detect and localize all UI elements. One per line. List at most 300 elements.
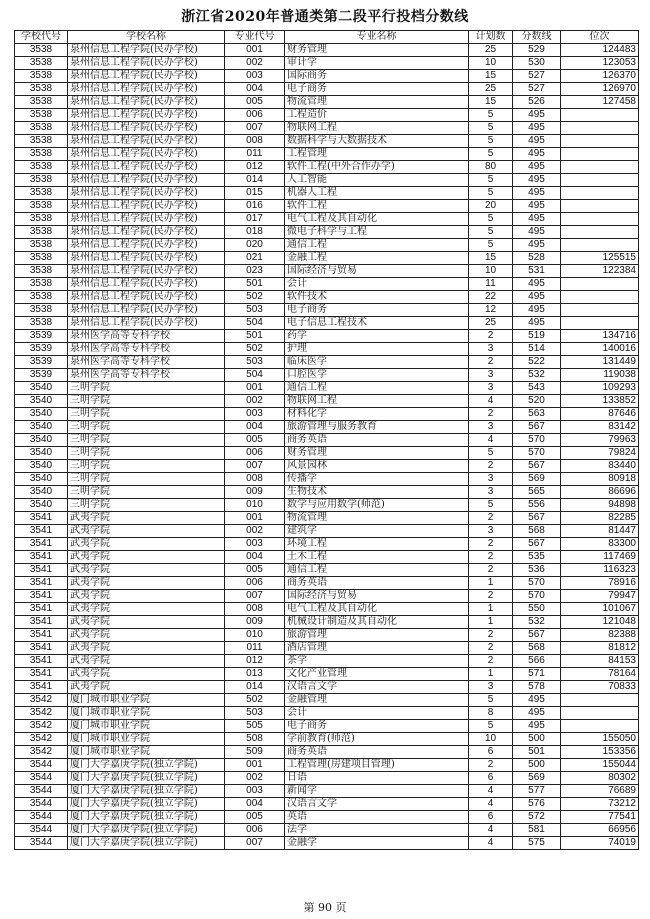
major-code-cell: 002 xyxy=(225,395,285,408)
plan-count-cell: 4 xyxy=(469,785,513,798)
plan-count-cell: 3 xyxy=(469,421,513,434)
table-row xyxy=(15,278,639,291)
rank-cell: 66956 xyxy=(561,824,639,837)
plan-count-cell: 2 xyxy=(469,590,513,603)
major-name-cell: 财务管理 xyxy=(285,447,469,460)
plan-count-cell: 2 xyxy=(469,564,513,577)
major-code-cell: 010 xyxy=(225,629,285,642)
school-name-cell: 厦门大学嘉庚学院(独立学院) xyxy=(68,811,225,824)
major-name-cell: 微电子科学与工程 xyxy=(285,226,469,239)
school-name-cell: 三明学院 xyxy=(68,382,225,395)
cutoff-score-cell: 495 xyxy=(513,213,561,226)
cutoff-score-cell: 572 xyxy=(513,811,561,824)
plan-count-cell: 4 xyxy=(469,798,513,811)
cutoff-score-cell: 495 xyxy=(513,148,561,161)
major-code-cell: 017 xyxy=(225,213,285,226)
school-name-cell: 厦门大学嘉庚学院(独立学院) xyxy=(68,772,225,785)
school-code-cell: 3540 xyxy=(15,460,68,473)
major-code-cell: 003 xyxy=(225,70,285,83)
rank-cell: 81447 xyxy=(561,525,639,538)
cutoff-score-cell: 532 xyxy=(513,369,561,382)
cutoff-score-cell: 570 xyxy=(513,577,561,590)
school-code-cell: 3538 xyxy=(15,44,68,57)
major-code-cell: 006 xyxy=(225,447,285,460)
plan-count-cell: 4 xyxy=(469,434,513,447)
cutoff-score-cell: 522 xyxy=(513,356,561,369)
major-name-cell: 金融管理 xyxy=(285,694,469,707)
rank-cell xyxy=(561,122,639,135)
table-row xyxy=(15,239,639,252)
school-code-cell: 3540 xyxy=(15,486,68,499)
plan-count-cell: 2 xyxy=(469,460,513,473)
plan-count-cell: 8 xyxy=(469,707,513,720)
school-name-cell: 厦门城市职业学院 xyxy=(68,707,225,720)
table-row xyxy=(15,473,639,486)
plan-count-cell: 20 xyxy=(469,200,513,213)
cutoff-score-cell: 514 xyxy=(513,343,561,356)
rank-cell: 70833 xyxy=(561,681,639,694)
cutoff-score-cell: 495 xyxy=(513,174,561,187)
rank-cell xyxy=(561,720,639,733)
major-code-cell: 021 xyxy=(225,252,285,265)
major-code-cell: 005 xyxy=(225,96,285,109)
table-row xyxy=(15,70,639,83)
cutoff-score-cell: 569 xyxy=(513,473,561,486)
school-name-cell: 三明学院 xyxy=(68,395,225,408)
major-code-cell: 504 xyxy=(225,369,285,382)
major-code-cell: 003 xyxy=(225,785,285,798)
table-row xyxy=(15,603,639,616)
rank-cell: 74019 xyxy=(561,837,639,850)
major-code-cell: 003 xyxy=(225,538,285,551)
major-code-cell: 008 xyxy=(225,603,285,616)
major-name-cell: 会计 xyxy=(285,278,469,291)
cutoff-score-cell: 531 xyxy=(513,265,561,278)
school-name-cell: 三明学院 xyxy=(68,486,225,499)
cutoff-score-cell: 567 xyxy=(513,538,561,551)
cutoff-score-cell: 495 xyxy=(513,694,561,707)
plan-count-cell: 4 xyxy=(469,837,513,850)
cutoff-score-cell: 550 xyxy=(513,603,561,616)
major-code-cell: 010 xyxy=(225,499,285,512)
major-code-cell: 006 xyxy=(225,109,285,122)
school-name-cell: 武夷学院 xyxy=(68,629,225,642)
major-name-cell: 英语 xyxy=(285,811,469,824)
rank-cell: 86696 xyxy=(561,486,639,499)
cutoff-score-cell: 543 xyxy=(513,382,561,395)
major-code-cell: 005 xyxy=(225,564,285,577)
school-code-cell: 3540 xyxy=(15,434,68,447)
school-code-cell: 3538 xyxy=(15,278,68,291)
cutoff-score-cell: 501 xyxy=(513,746,561,759)
table-row xyxy=(15,486,639,499)
school-code-cell: 3542 xyxy=(15,720,68,733)
plan-count-cell: 1 xyxy=(469,616,513,629)
major-name-cell: 学前教育(师范) xyxy=(285,733,469,746)
school-code-cell: 3539 xyxy=(15,330,68,343)
rank-cell: 127458 xyxy=(561,96,639,109)
rank-cell: 80918 xyxy=(561,473,639,486)
page-number: 第 90 页 xyxy=(303,901,347,914)
school-code-cell: 3538 xyxy=(15,109,68,122)
plan-count-cell: 5 xyxy=(469,226,513,239)
school-name-cell: 泉州信息工程学院(民办学校) xyxy=(68,213,225,226)
cutoff-score-cell: 500 xyxy=(513,759,561,772)
cutoff-score-cell: 565 xyxy=(513,486,561,499)
table-row xyxy=(15,824,639,837)
school-code-cell: 3540 xyxy=(15,447,68,460)
plan-count-cell: 2 xyxy=(469,655,513,668)
school-code-cell: 3538 xyxy=(15,161,68,174)
major-name-cell: 物联网工程 xyxy=(285,395,469,408)
school-name-cell: 武夷学院 xyxy=(68,681,225,694)
cutoff-score-cell: 570 xyxy=(513,447,561,460)
plan-count-cell: 25 xyxy=(469,83,513,96)
major-code-cell: 504 xyxy=(225,317,285,330)
school-code-cell: 3538 xyxy=(15,213,68,226)
cutoff-score-cell: 495 xyxy=(513,200,561,213)
major-code-cell: 007 xyxy=(225,460,285,473)
major-name-cell: 风景园林 xyxy=(285,460,469,473)
cutoff-score-cell: 529 xyxy=(513,44,561,57)
major-name-cell: 数据科学与大数据技术 xyxy=(285,135,469,148)
table-row xyxy=(15,746,639,759)
school-code-cell: 3540 xyxy=(15,395,68,408)
plan-count-cell: 2 xyxy=(469,551,513,564)
major-name-cell: 物流管理 xyxy=(285,512,469,525)
rank-cell: 121048 xyxy=(561,616,639,629)
plan-count-cell: 15 xyxy=(469,70,513,83)
school-code-cell: 3538 xyxy=(15,135,68,148)
plan-count-cell: 15 xyxy=(469,96,513,109)
rank-cell: 79947 xyxy=(561,590,639,603)
major-code-cell: 502 xyxy=(225,694,285,707)
school-code-cell: 3542 xyxy=(15,733,68,746)
major-code-cell: 508 xyxy=(225,733,285,746)
major-code-cell: 008 xyxy=(225,473,285,486)
rank-cell: 131449 xyxy=(561,356,639,369)
school-name-cell: 武夷学院 xyxy=(68,577,225,590)
table-row xyxy=(15,44,639,57)
major-code-cell: 014 xyxy=(225,174,285,187)
cutoff-score-cell: 495 xyxy=(513,135,561,148)
major-name-cell: 软件技术 xyxy=(285,291,469,304)
school-name-cell: 三明学院 xyxy=(68,499,225,512)
table-row xyxy=(15,187,639,200)
table-row xyxy=(15,421,639,434)
cutoff-score-cell: 526 xyxy=(513,96,561,109)
table-row xyxy=(15,447,639,460)
major-name-cell: 商务英语 xyxy=(285,434,469,447)
table-row xyxy=(15,629,639,642)
table-row xyxy=(15,96,639,109)
cutoff-score-cell: 530 xyxy=(513,57,561,70)
school-code-cell: 3538 xyxy=(15,57,68,70)
rank-cell: 125515 xyxy=(561,252,639,265)
school-code-cell: 3541 xyxy=(15,551,68,564)
table-row xyxy=(15,668,639,681)
major-name-cell: 材料化学 xyxy=(285,408,469,421)
major-code-cell: 023 xyxy=(225,265,285,278)
major-code-cell: 001 xyxy=(225,512,285,525)
table-row xyxy=(15,811,639,824)
major-name-cell: 茶学 xyxy=(285,655,469,668)
plan-count-cell: 2 xyxy=(469,538,513,551)
major-name-cell: 工程管理(房建项目管理) xyxy=(285,759,469,772)
rank-cell xyxy=(561,148,639,161)
major-code-cell: 501 xyxy=(225,278,285,291)
major-code-cell: 007 xyxy=(225,590,285,603)
major-code-cell: 002 xyxy=(225,525,285,538)
table-row xyxy=(15,382,639,395)
cutoff-score-cell: 567 xyxy=(513,421,561,434)
cutoff-score-cell: 495 xyxy=(513,187,561,200)
plan-count-cell: 2 xyxy=(469,642,513,655)
cutoff-score-cell: 536 xyxy=(513,564,561,577)
rank-cell: 83300 xyxy=(561,538,639,551)
major-code-cell: 002 xyxy=(225,57,285,70)
school-name-cell: 武夷学院 xyxy=(68,616,225,629)
rank-cell xyxy=(561,278,639,291)
school-code-cell: 3541 xyxy=(15,512,68,525)
table-row xyxy=(15,772,639,785)
major-name-cell: 国际经济与贸易 xyxy=(285,265,469,278)
major-code-cell: 004 xyxy=(225,551,285,564)
school-code-cell: 3541 xyxy=(15,590,68,603)
cutoff-score-cell: 568 xyxy=(513,525,561,538)
school-name-cell: 泉州信息工程学院(民办学校) xyxy=(68,109,225,122)
rank-cell: 73212 xyxy=(561,798,639,811)
rank-cell: 83142 xyxy=(561,421,639,434)
rank-cell: 122384 xyxy=(561,265,639,278)
cutoff-score-cell: 570 xyxy=(513,590,561,603)
plan-count-cell: 5 xyxy=(469,122,513,135)
cutoff-score-cell: 563 xyxy=(513,408,561,421)
school-code-cell: 3538 xyxy=(15,317,68,330)
major-code-cell: 007 xyxy=(225,122,285,135)
major-name-cell: 软件工程 xyxy=(285,200,469,213)
rank-cell: 83440 xyxy=(561,460,639,473)
school-name-cell: 泉州医学高等专科学校 xyxy=(68,356,225,369)
cutoff-score-cell: 567 xyxy=(513,460,561,473)
table-row xyxy=(15,681,639,694)
rank-cell: 94898 xyxy=(561,499,639,512)
page-title: 浙江省2020年普通类第二段平行投档分数线 xyxy=(181,9,469,25)
plan-count-cell: 10 xyxy=(469,57,513,70)
plan-count-cell: 3 xyxy=(469,681,513,694)
plan-count-cell: 11 xyxy=(469,278,513,291)
table-row xyxy=(15,226,639,239)
plan-count-cell: 4 xyxy=(469,824,513,837)
school-code-cell: 3538 xyxy=(15,122,68,135)
school-code-cell: 3541 xyxy=(15,603,68,616)
school-code-cell: 3544 xyxy=(15,824,68,837)
major-code-cell: 501 xyxy=(225,330,285,343)
major-name-cell: 临床医学 xyxy=(285,356,469,369)
rank-cell: 155044 xyxy=(561,759,639,772)
major-code-cell: 503 xyxy=(225,304,285,317)
plan-count-cell: 5 xyxy=(469,135,513,148)
school-name-cell: 三明学院 xyxy=(68,447,225,460)
school-name-cell: 武夷学院 xyxy=(68,512,225,525)
major-code-cell: 002 xyxy=(225,772,285,785)
rank-cell: 126370 xyxy=(561,70,639,83)
school-code-cell: 3538 xyxy=(15,83,68,96)
plan-count-cell: 6 xyxy=(469,746,513,759)
plan-count-cell: 5 xyxy=(469,109,513,122)
major-name-cell: 工程造价 xyxy=(285,109,469,122)
major-code-cell: 001 xyxy=(225,382,285,395)
school-code-cell: 3544 xyxy=(15,785,68,798)
table-row xyxy=(15,57,639,70)
school-name-cell: 泉州医学高等专科学校 xyxy=(68,369,225,382)
school-code-cell: 3540 xyxy=(15,473,68,486)
table-row xyxy=(15,707,639,720)
rank-cell: 87646 xyxy=(561,408,639,421)
table-row xyxy=(15,512,639,525)
table-row xyxy=(15,200,639,213)
cutoff-score-cell: 575 xyxy=(513,837,561,850)
major-name-cell: 通信工程 xyxy=(285,564,469,577)
cutoff-score-cell: 495 xyxy=(513,226,561,239)
rank-cell xyxy=(561,707,639,720)
plan-count-cell: 12 xyxy=(469,304,513,317)
major-code-cell: 009 xyxy=(225,486,285,499)
major-name-cell: 土木工程 xyxy=(285,551,469,564)
school-code-cell: 3538 xyxy=(15,304,68,317)
cutoff-score-cell: 581 xyxy=(513,824,561,837)
school-code-cell: 3544 xyxy=(15,772,68,785)
header-major-code: 专业代号 xyxy=(225,31,285,44)
table-row xyxy=(15,720,639,733)
school-name-cell: 三明学院 xyxy=(68,408,225,421)
major-name-cell: 机械设计制造及其自动化 xyxy=(285,616,469,629)
plan-count-cell: 2 xyxy=(469,330,513,343)
table-row xyxy=(15,538,639,551)
major-code-cell: 006 xyxy=(225,577,285,590)
school-name-cell: 泉州信息工程学院(民办学校) xyxy=(68,252,225,265)
rank-cell: 126970 xyxy=(561,83,639,96)
school-code-cell: 3539 xyxy=(15,369,68,382)
header-school-name: 学校名称 xyxy=(68,31,225,44)
table-row xyxy=(15,83,639,96)
major-code-cell: 503 xyxy=(225,707,285,720)
cutoff-score-cell: 556 xyxy=(513,499,561,512)
table-row xyxy=(15,616,639,629)
major-code-cell: 001 xyxy=(225,44,285,57)
school-name-cell: 武夷学院 xyxy=(68,525,225,538)
table-row xyxy=(15,551,639,564)
school-code-cell: 3539 xyxy=(15,343,68,356)
cutoff-score-cell: 567 xyxy=(513,512,561,525)
plan-count-cell: 5 xyxy=(469,239,513,252)
rank-cell xyxy=(561,187,639,200)
school-code-cell: 3539 xyxy=(15,356,68,369)
school-name-cell: 泉州信息工程学院(民办学校) xyxy=(68,278,225,291)
major-name-cell: 文化产业管理 xyxy=(285,668,469,681)
school-code-cell: 3541 xyxy=(15,525,68,538)
major-name-cell: 金融学 xyxy=(285,837,469,850)
major-code-cell: 505 xyxy=(225,720,285,733)
plan-count-cell: 2 xyxy=(469,356,513,369)
major-name-cell: 传播学 xyxy=(285,473,469,486)
table-row xyxy=(15,395,639,408)
major-name-cell: 商务英语 xyxy=(285,577,469,590)
cutoff-score-cell: 520 xyxy=(513,395,561,408)
header-rank: 位次 xyxy=(561,31,639,44)
rank-cell: 78164 xyxy=(561,668,639,681)
school-code-cell: 3542 xyxy=(15,746,68,759)
cutoff-score-cell: 577 xyxy=(513,785,561,798)
school-name-cell: 泉州信息工程学院(民办学校) xyxy=(68,96,225,109)
plan-count-cell: 22 xyxy=(469,291,513,304)
school-code-cell: 3538 xyxy=(15,291,68,304)
school-code-cell: 3538 xyxy=(15,96,68,109)
table-row xyxy=(15,733,639,746)
major-name-cell: 软件工程(中外合作办学) xyxy=(285,161,469,174)
major-name-cell: 机器人工程 xyxy=(285,187,469,200)
major-code-cell: 004 xyxy=(225,798,285,811)
major-name-cell: 工程管理 xyxy=(285,148,469,161)
major-code-cell: 011 xyxy=(225,642,285,655)
cutoff-score-cell: 568 xyxy=(513,642,561,655)
rank-cell: 77541 xyxy=(561,811,639,824)
cutoff-score-cell: 495 xyxy=(513,161,561,174)
rank-cell xyxy=(561,109,639,122)
major-name-cell: 新闻学 xyxy=(285,785,469,798)
major-name-cell: 金融工程 xyxy=(285,252,469,265)
table-row xyxy=(15,109,639,122)
major-name-cell: 汉语言文学 xyxy=(285,681,469,694)
school-code-cell: 3538 xyxy=(15,148,68,161)
school-name-cell: 泉州信息工程学院(民办学校) xyxy=(68,70,225,83)
school-name-cell: 武夷学院 xyxy=(68,564,225,577)
school-code-cell: 3541 xyxy=(15,564,68,577)
table-row xyxy=(15,317,639,330)
major-code-cell: 001 xyxy=(225,759,285,772)
major-name-cell: 旅游管理 xyxy=(285,629,469,642)
plan-count-cell: 5 xyxy=(469,174,513,187)
major-code-cell: 012 xyxy=(225,161,285,174)
major-name-cell: 生物技术 xyxy=(285,486,469,499)
rank-cell: 82388 xyxy=(561,629,639,642)
major-name-cell: 会计 xyxy=(285,707,469,720)
major-code-cell: 011 xyxy=(225,148,285,161)
school-code-cell: 3542 xyxy=(15,707,68,720)
cutoff-score-cell: 495 xyxy=(513,239,561,252)
school-name-cell: 厦门城市职业学院 xyxy=(68,720,225,733)
major-name-cell: 药学 xyxy=(285,330,469,343)
school-name-cell: 武夷学院 xyxy=(68,590,225,603)
plan-count-cell: 2 xyxy=(469,408,513,421)
cutoff-score-cell: 495 xyxy=(513,291,561,304)
plan-count-cell: 2 xyxy=(469,512,513,525)
plan-count-cell: 6 xyxy=(469,811,513,824)
rank-cell: 134716 xyxy=(561,330,639,343)
school-name-cell: 泉州信息工程学院(民办学校) xyxy=(68,317,225,330)
rank-cell: 79824 xyxy=(561,447,639,460)
school-code-cell: 3544 xyxy=(15,811,68,824)
rank-cell xyxy=(561,291,639,304)
table-row xyxy=(15,798,639,811)
header-cutoff-score: 分数线 xyxy=(513,31,561,44)
rank-cell xyxy=(561,226,639,239)
school-code-cell: 3544 xyxy=(15,837,68,850)
rank-cell xyxy=(561,213,639,226)
cutoff-score-cell: 495 xyxy=(513,317,561,330)
major-code-cell: 008 xyxy=(225,135,285,148)
rank-cell: 119038 xyxy=(561,369,639,382)
